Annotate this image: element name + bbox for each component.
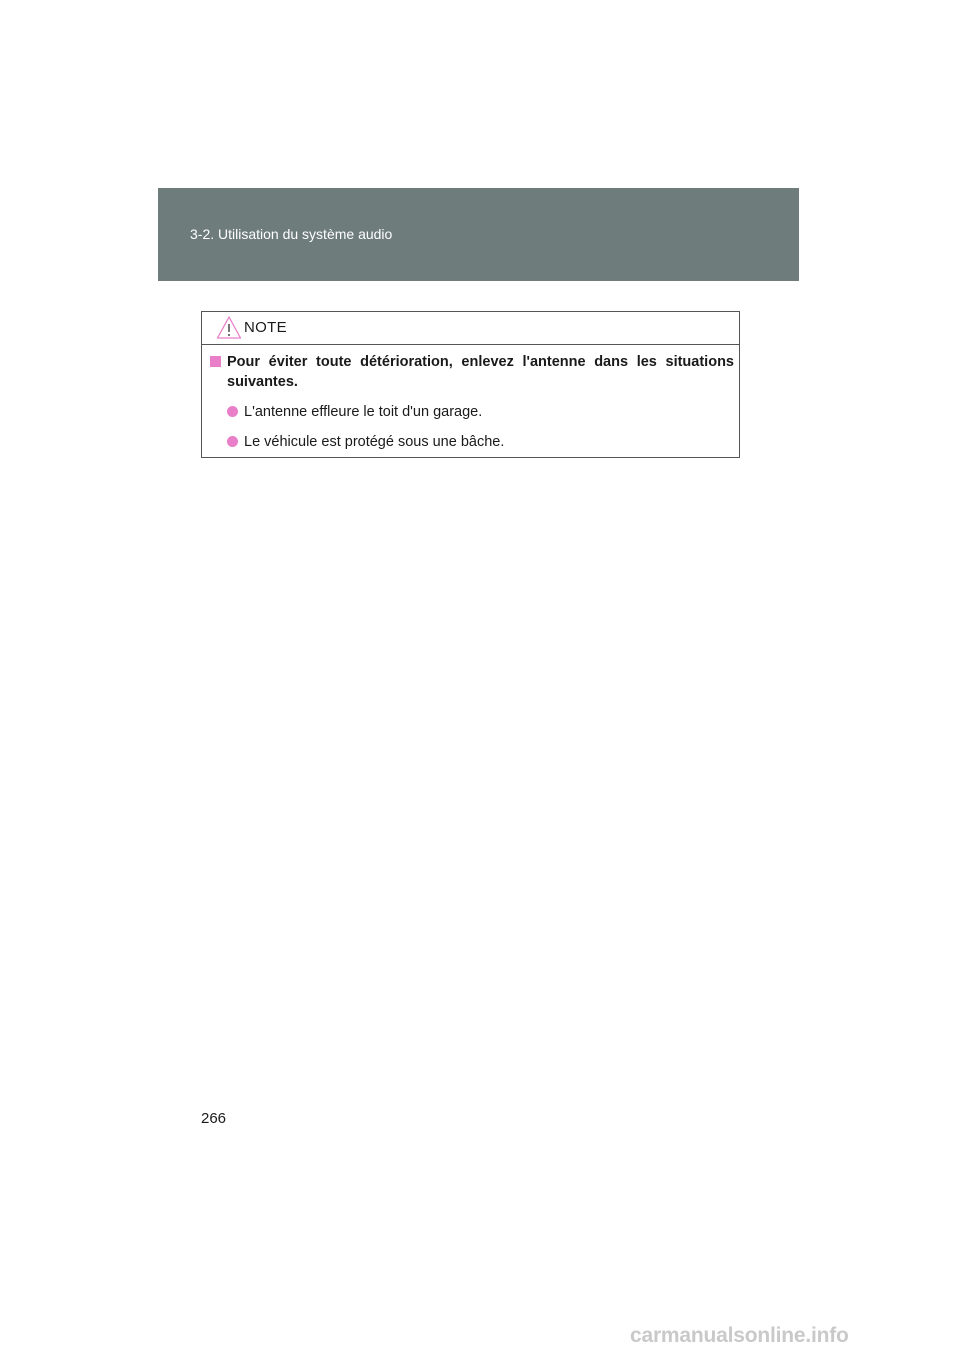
square-bullet-icon	[210, 356, 221, 367]
list-item	[210, 402, 734, 422]
list-item-text: L'antenne effleure le toit d'un garage.	[244, 404, 483, 420]
warning-triangle-icon	[216, 315, 242, 340]
watermark: carmanualsonline.info	[630, 1324, 849, 1347]
note-heading	[210, 352, 734, 392]
note-label: NOTE	[244, 319, 287, 336]
list-item	[210, 432, 734, 452]
note-box	[201, 311, 740, 458]
circle-bullet-icon	[227, 406, 238, 417]
circle-bullet-icon	[227, 436, 238, 447]
list-item-text: Le véhicule est protégé sous une bâche.	[244, 434, 505, 450]
page-number: 266	[201, 1110, 227, 1127]
note-heading-text: Pour éviter toute détérioration, enlevez l'antenne dans les situations suivantes.	[227, 354, 734, 390]
section-header-band	[158, 188, 799, 281]
note-header	[202, 312, 739, 345]
section-title: 3-2. Utilisation du système audio	[190, 226, 393, 242]
note-body	[210, 352, 734, 452]
